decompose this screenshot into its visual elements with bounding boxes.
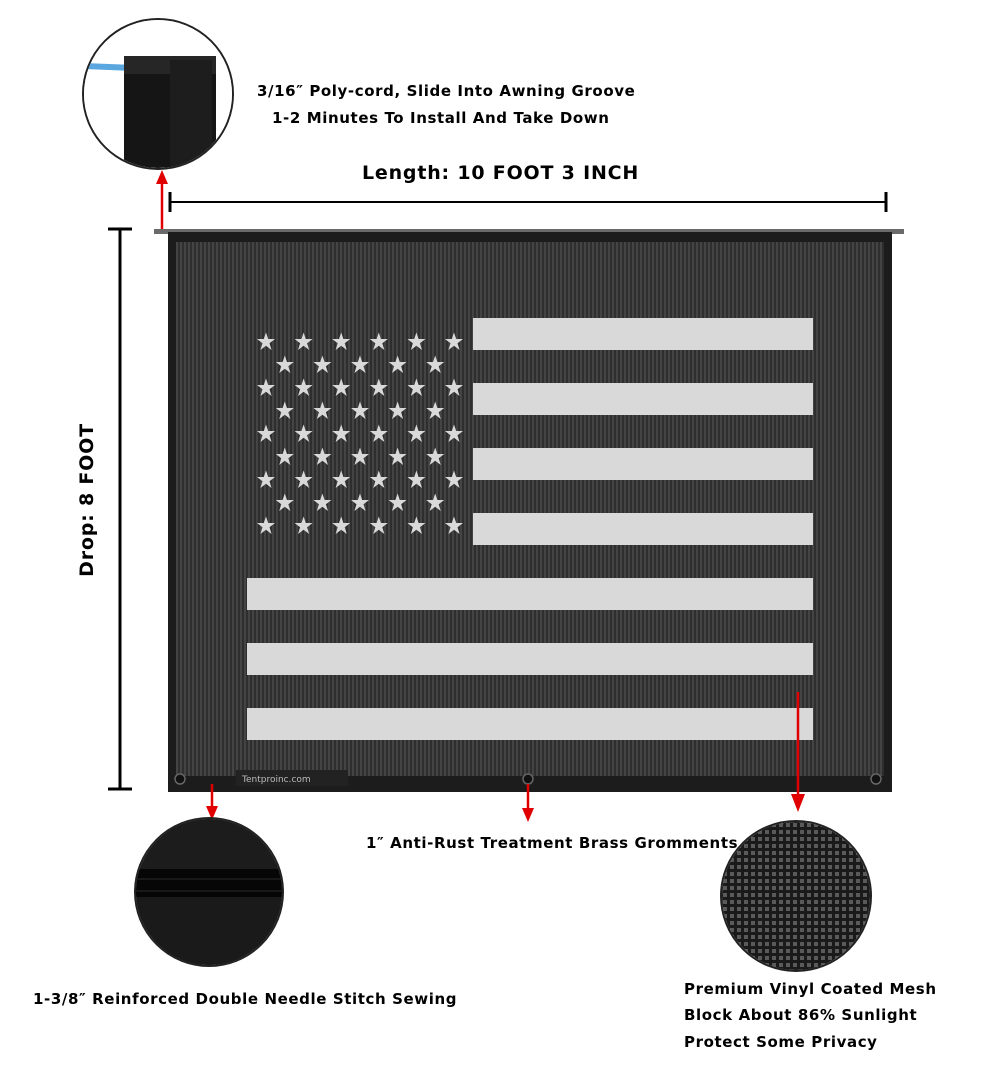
flag-stripe-long xyxy=(247,578,813,610)
flag-stripe-long xyxy=(247,708,813,740)
polycord-caption-line1: 3/16″ Poly-cord, Slide Into Awning Groove xyxy=(257,82,636,100)
length-dimension-line xyxy=(160,188,900,216)
mesh-caption-line2: Block About 86% Sunlight xyxy=(684,1006,918,1024)
mesh-caption-line3: Protect Some Privacy xyxy=(684,1033,878,1051)
flag-stripe-long xyxy=(247,643,813,675)
drop-label: Drop: 8 FOOT xyxy=(76,423,98,577)
flag-stripe-short xyxy=(473,448,813,480)
mesh-arrow xyxy=(786,690,810,816)
mesh-detail-circle xyxy=(720,820,872,972)
sewing-arrow xyxy=(202,782,222,822)
grommet-right xyxy=(871,774,881,784)
polycord-caption-line2: 1-2 Minutes To Install And Take Down xyxy=(272,109,610,127)
sewing-caption: 1-3/8″ Reinforced Double Needle Stitch Sewing xyxy=(33,990,458,1008)
flag-stripe-short xyxy=(473,318,813,350)
flag-stripe-short xyxy=(473,383,813,415)
brand-label: Tentproinc.com xyxy=(242,775,311,785)
grommet-arrow xyxy=(518,782,538,824)
grommet-caption: 1″ Anti-Rust Treatment Brass Gromments xyxy=(366,834,739,852)
length-label: Length: 10 FOOT 3 INCH xyxy=(362,162,640,184)
mesh-caption-line1: Premium Vinyl Coated Mesh xyxy=(684,980,937,998)
flag-stripe-short xyxy=(473,513,813,545)
polycord-detail-circle xyxy=(82,18,234,170)
grommet-left xyxy=(175,774,185,784)
sewing-detail-circle xyxy=(134,817,284,967)
flag-shade-screen xyxy=(168,232,892,792)
polycord-arrow xyxy=(152,168,172,232)
drop-dimension-line xyxy=(104,224,134,794)
